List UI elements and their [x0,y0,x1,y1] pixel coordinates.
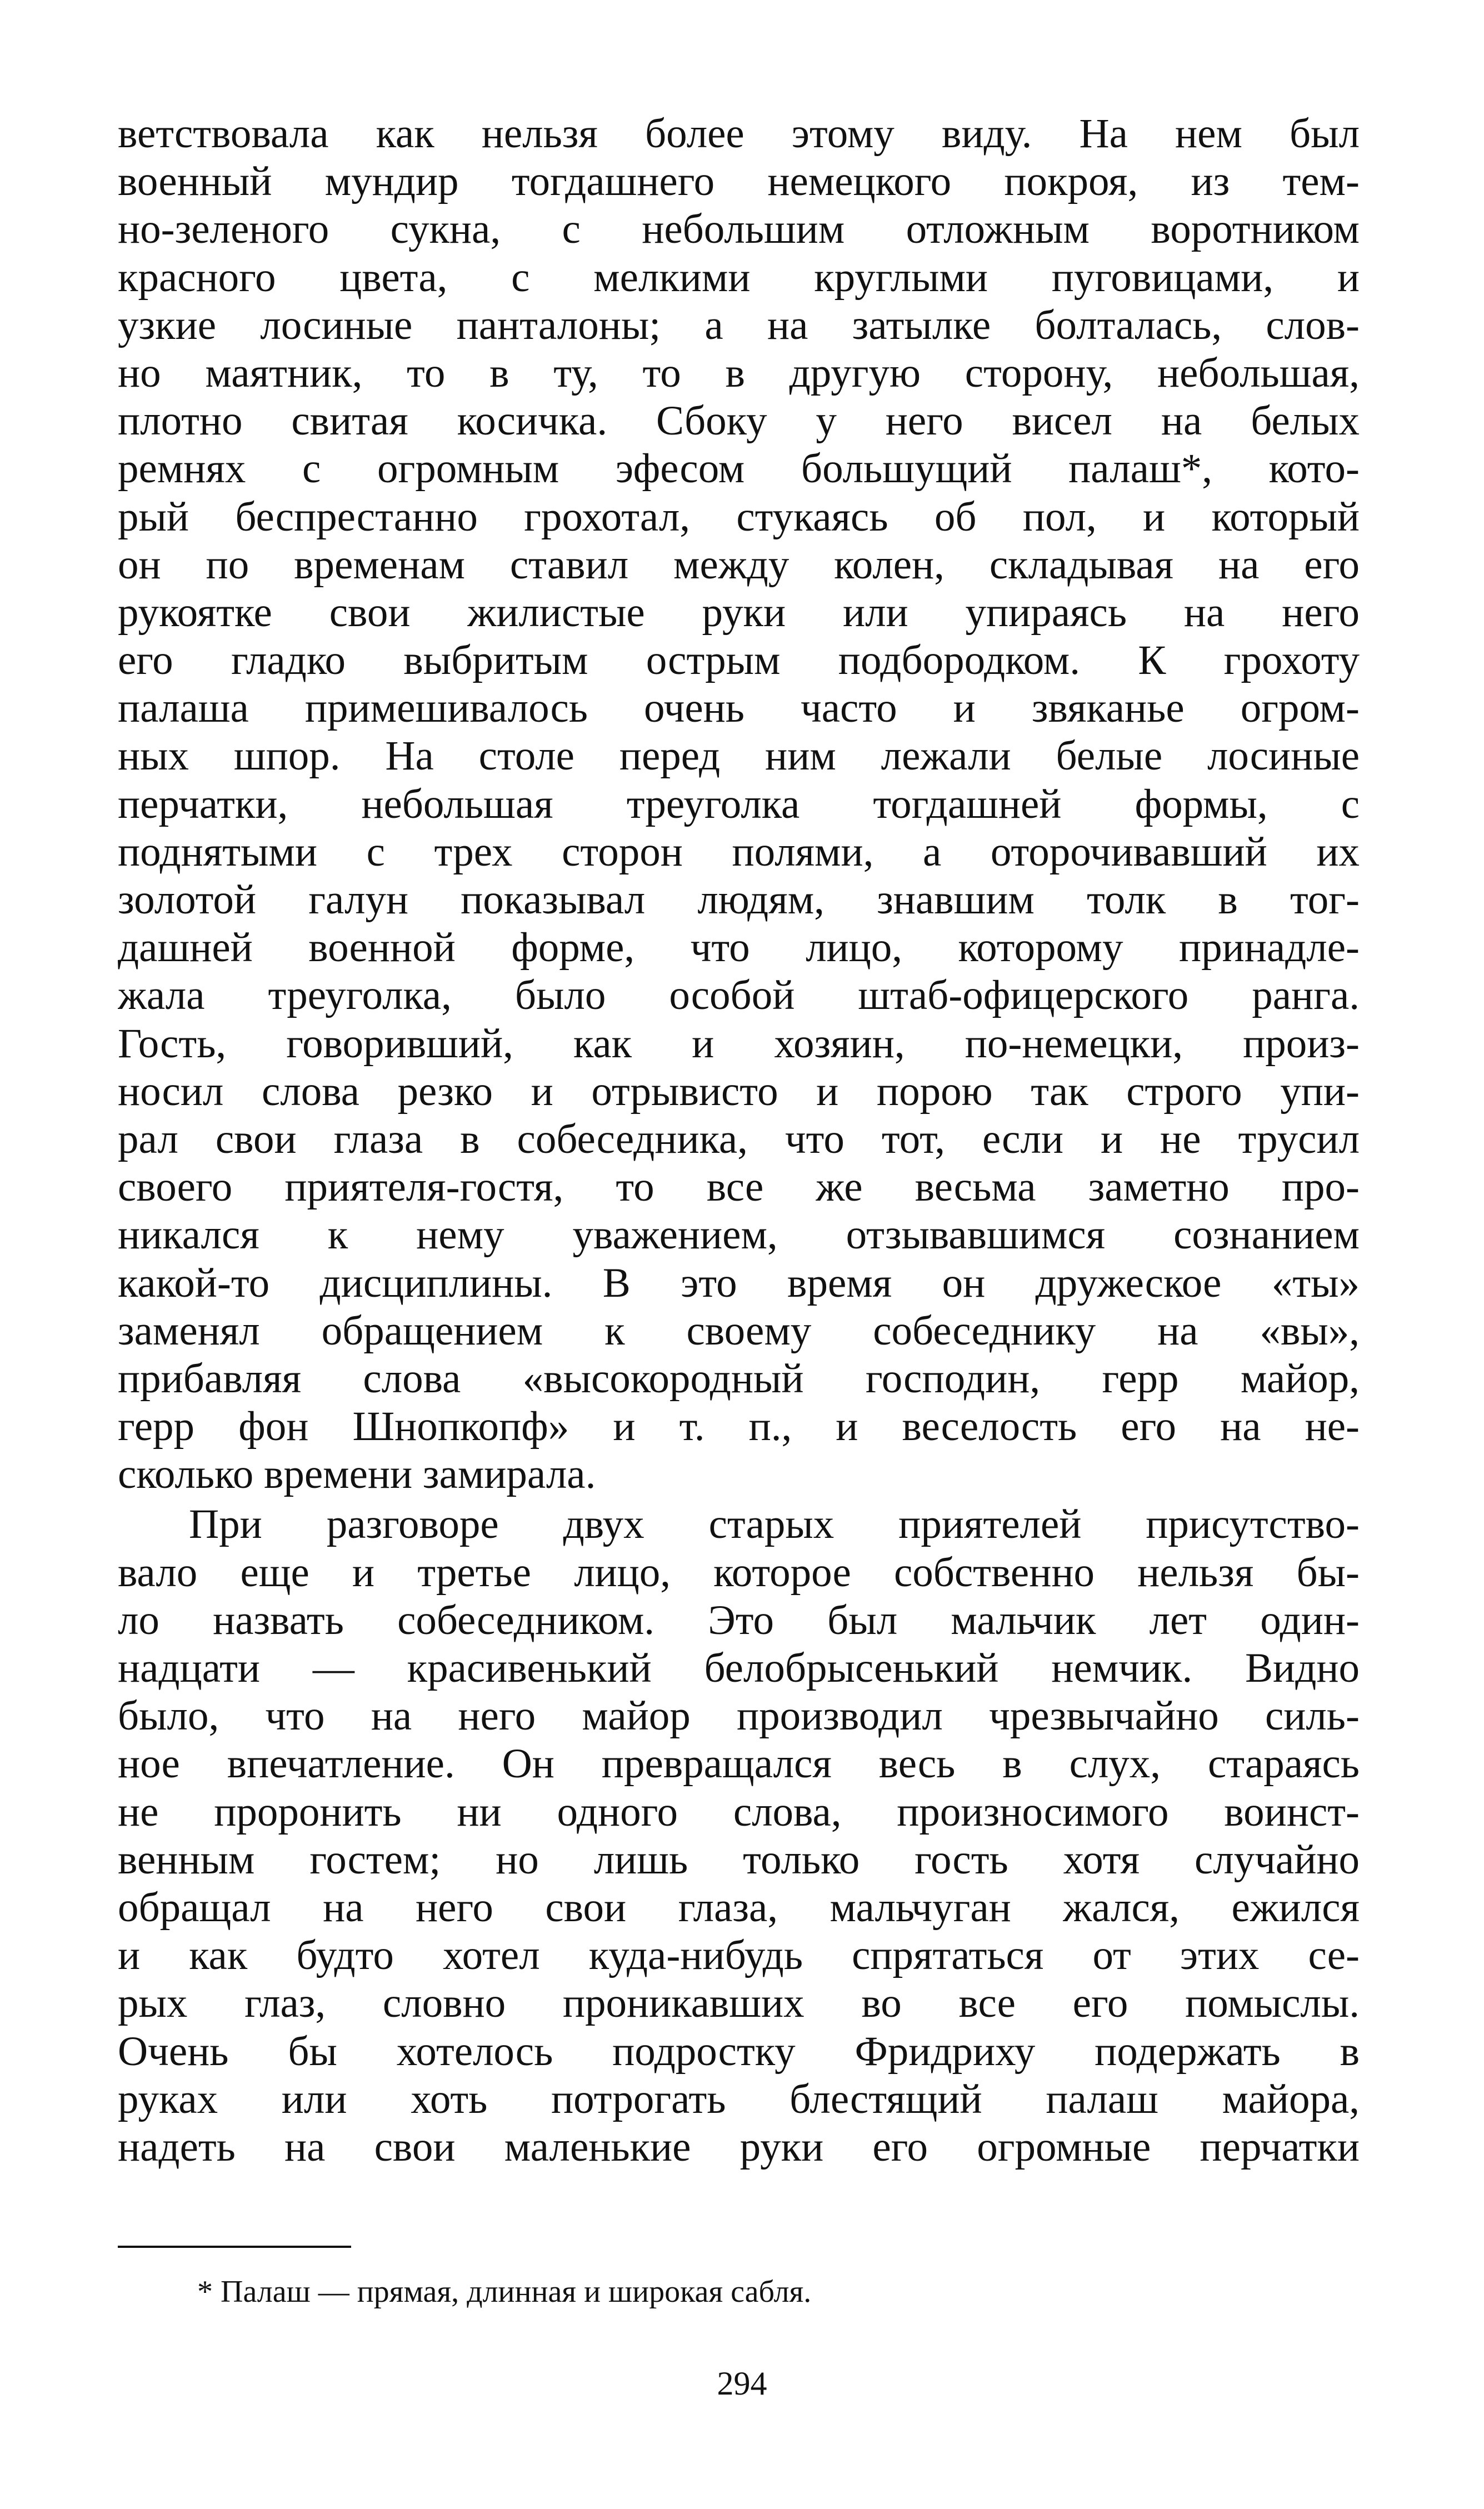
text-line: военный мундир тогдашнего немецкого покроя, из тем- [118,158,1360,205]
text-line: руках или хоть потрогать блестящий палаш майора, [118,2076,1360,2122]
page-number: 294 [717,2365,767,2402]
text-line: заменял обращением к своему собеседнику на «вы», [118,1307,1360,1354]
paragraph-2 [118,1501,1360,2171]
text-line: узкие лосиные панталоны; а на затылке болталась, слов- [118,302,1360,348]
text-line: жала треуголка, было особой штаб-офицерского ранга. [118,972,1360,1019]
text-line: Очень бы хотелось подростку Фридриху подержать в [118,2028,1360,2075]
text-line: сколько времени замирала. [118,1451,596,1498]
text-line: Гость, говоривший, как и хозяин, по-немецки, произ- [118,1020,1360,1067]
text-line: плотно свитая косичка. Сбоку у него висел на белых [118,398,1360,444]
text-line: надцати — красивенький белобрысенький немчик. Видно [118,1645,1360,1691]
text-line: своего приятеля-гостя, то все же весьма заметно про- [118,1164,1360,1211]
text-line: палаша примешивалось очень часто и звяканье огром- [118,685,1360,732]
text-line: поднятыми с трех сторон полями, а оторочивавший их [118,828,1360,875]
text-line: красного цвета, с мелкими круглыми пуговицами, и [118,254,1360,301]
text-line: носил слова резко и отрывисто и порою так строго упи- [118,1068,1360,1114]
text-line: но маятник, то в ту, то в другую сторону, небольшая, [118,349,1360,396]
text-line: надеть на свои маленькие руки его огромные перчатки [118,2123,1360,2170]
text-line: ных шпор. На столе перед ним лежали белые лосиные [118,733,1360,779]
text-line: обращал на него свои глаза, мальчуган жался, ежился [118,1884,1360,1931]
text-line: он по временам ставил между колен, складывая на его [118,541,1360,588]
text-line: рукоятке свои жилистые руки или упираясь на него [118,589,1360,636]
text-line: его гладко выбритым острым подбородком. К грохоту [118,637,1360,684]
paragraph-1 [118,110,1360,1498]
text-line: золотой галун показывал людям, знавшим толк в тог- [118,877,1360,923]
text-line: При разговоре двух старых приятелей присутство- [189,1501,1360,1548]
text-line: прибавляя слова «высокородный господин, герр майор, [118,1355,1360,1402]
text-line: рых глаз, словно проникавших во все его помыслы. [118,1980,1360,2027]
text-line: ное впечатление. Он превращался весь в слух, стараясь [118,1741,1360,1787]
text-line: рый беспрестанно грохотал, стукаясь об пол, и который [118,493,1360,540]
text-line: вало еще и третье лицо, которое собственно нельзя бы- [118,1549,1360,1596]
text-line: но-зеленого сукна, с небольшим отложным воротником [118,206,1360,253]
text-line: венным гостем; но лишь только гость хотя случайно [118,1836,1360,1883]
text-line: было, что на него майор производил чрезвычайно силь- [118,1693,1360,1740]
text-line: рал свои глаза в собеседника, что тот, если и не трусил [118,1116,1360,1162]
text-line: ло назвать собеседником. Это был мальчик лет один- [118,1597,1360,1643]
footnote: * Палаш — прямая, длинная и широкая сабля. [197,2275,812,2309]
text-line: ремнях с огромным эфесом большущий палаш*, кото- [118,446,1360,492]
body-text [118,110,1360,2171]
text-line: и как будто хотел куда-нибудь спрятаться от этих се- [118,1932,1360,1979]
text-line: дашней военной форме, что лицо, которому принадле- [118,924,1360,971]
footnote-divider [118,2246,351,2248]
text-line: никался к нему уважением, отзывавшимся сознанием [118,1212,1360,1258]
text-line: не проронить ни одного слова, произносимого воинст- [118,1788,1360,1835]
text-line: ветствовала как нельзя более этому виду. На нем был [118,111,1360,157]
text-line: какой-то дисциплины. В это время он дружеское «ты» [118,1260,1360,1306]
text-line: герр фон Шнопкопф» и т. п., и веселость его на не- [118,1403,1360,1450]
text-line: перчатки, небольшая треуголка тогдашней формы, с [118,781,1360,827]
